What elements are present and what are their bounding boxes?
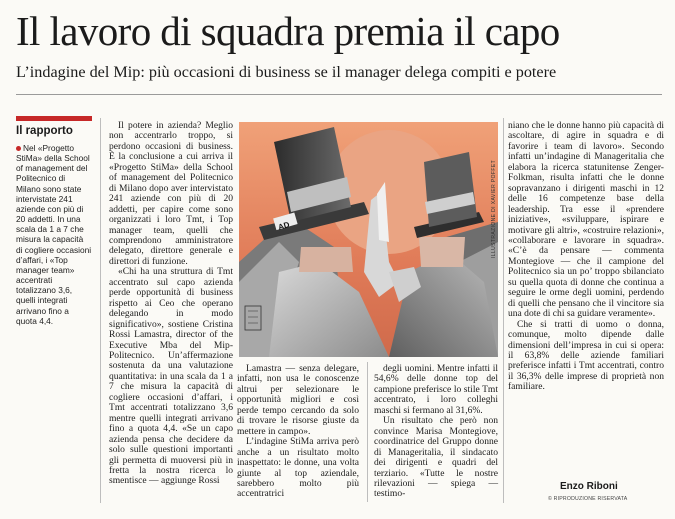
sidebar-heading: Il rapporto (16, 125, 73, 137)
paragraph: Che si tratti di uomo o donna, comunque, molto dipende dalle dimensioni dell’impresa in cui si opera: il 63,8% delle aziende familiari preferisce infatti i Tmt accentrati, contro il 36,3% delle imprese di proprietà non familiare. (508, 318, 664, 393)
article-column-1 (109, 121, 233, 487)
illustration-credit: ILLUSTRAZIONE DI XAVIER POFFET (491, 159, 497, 258)
article-column-2 (237, 364, 359, 500)
sidebar-box (16, 116, 92, 326)
sidebar-body (16, 143, 92, 326)
paragraph: «Chi ha una struttura di Tmt accentrato sul capo azienda perde opportunità di business rispetto ai Ceo che operano delegando in modo significativo», sostiene Cristina Rossi Lamastra, director of the Executive Mba del Mip-Politecnico. Un’affermazione sostenuta da una valutazione quantitativa: in una scala da 1 a 7 che misura la capacità di cogliere occasioni d’affari, i Tmt accentrati totalizzano 3,6 mentre quelli integrati arrivano fino a quota 4,4. «Se un capo azienda pensa che decidere da solo sulle questioni importanti gli permetta di muoversi più in fretta la nostra ricerca lo smentisce — aggiunge Rossi (109, 266, 233, 487)
author-signature: Enzo Riboni (560, 481, 618, 492)
paragraph: Un risultato che però non convince Marisa Montegiove, coordinatrice del Gruppo donne di Manageritalia, il sindacato dei dirigenti e quadri del terziario. «Tutte le nostre rilevazioni — spiega — testimo- (374, 415, 498, 500)
hat-label: AD (277, 220, 291, 232)
article-column-4 (508, 121, 664, 393)
column-divider (503, 118, 504, 503)
column-divider (367, 362, 368, 502)
subheadline: L’indagine del Mip: più occasioni di business se il manager delega compiti e potere (16, 63, 557, 81)
copyright-notice: © RIPRODUZIONE RISERVATA (548, 496, 628, 502)
paragraph: niano che le donne hanno più capacità di ascoltare, di agire in squadra e di favorire i team di lavoro». Secondo infatti un’indagine di Manageritalia che elabora la ricerca statunitense Zenger-Folkman, risulta infatti che le donne sopravanzano i dirigenti maschi in 12 delle 16 competenze base della leadership. Tra esse il «prendere iniziative», «sviluppare, ispirare e motivare gli altri», «costruire relazioni», «collaborare e lavorare in squadra». «C’è da pensare — commenta Montegiove — che il campione del Politecnico sia un po’ troppo sbilanciato su quella quota di donne che continua a seguire le orme degli uomini, perdendo di quelli che pensano che il vincitore sia una dote di chi sa guidare veramente». (508, 120, 664, 320)
paragraph: L’indagine StiMa arriva però anche a un risultato molto inaspettato: le donne, una volta giunte al top aziendale, sarebbero molto più accentratrici (237, 436, 359, 500)
sidebar-accent-bar (16, 116, 92, 121)
paragraph: degli uomini. Mentre infatti il 54,6% delle donne top del campione preferisce lo stile Tmt accentrato, i loro colleghi maschi si fermano al 31,6%. (374, 363, 498, 416)
headline: Il lavoro di squadra premia il capo (16, 8, 560, 54)
divider (16, 94, 662, 95)
bullet-icon (16, 146, 21, 151)
article-column-3 (374, 364, 498, 500)
illustration (239, 122, 498, 357)
paragraph: Il potere in azienda? Meglio non accentrarlo troppo, si perdono occasioni di business. È la conclusione a cui arriva il «Progetto StiMa» della School of management del Politecnico di Milano dopo aver intervistato 241 aziende con più di 20 addetti, per capire come sono organizzati i loro Tmt, i Top manager team, quelli che comprendono amministratore delegato, direttore generale e direttori di funzione. (109, 120, 233, 267)
sidebar-text: Nel «Progetto StiMa» della School of management del Politecnico di Milano sono state intervistate 241 aziende con più di 20 addetti. In una scala da 1 a 7 che misura la capacità di cogliere occasioni d’affari, i «Top manager team» accentrati totalizzano 3,6, quelli integrati arrivano fino a quota 4,4. (16, 143, 92, 326)
paragraph: Lamastra — senza delegare, infatti, non usa le conoscenze altrui per selezionare le opportunità migliori e così perde tempo cercando da solo di trovare le risorse giuste da mettere in campo». (237, 363, 359, 437)
column-divider (100, 118, 101, 503)
